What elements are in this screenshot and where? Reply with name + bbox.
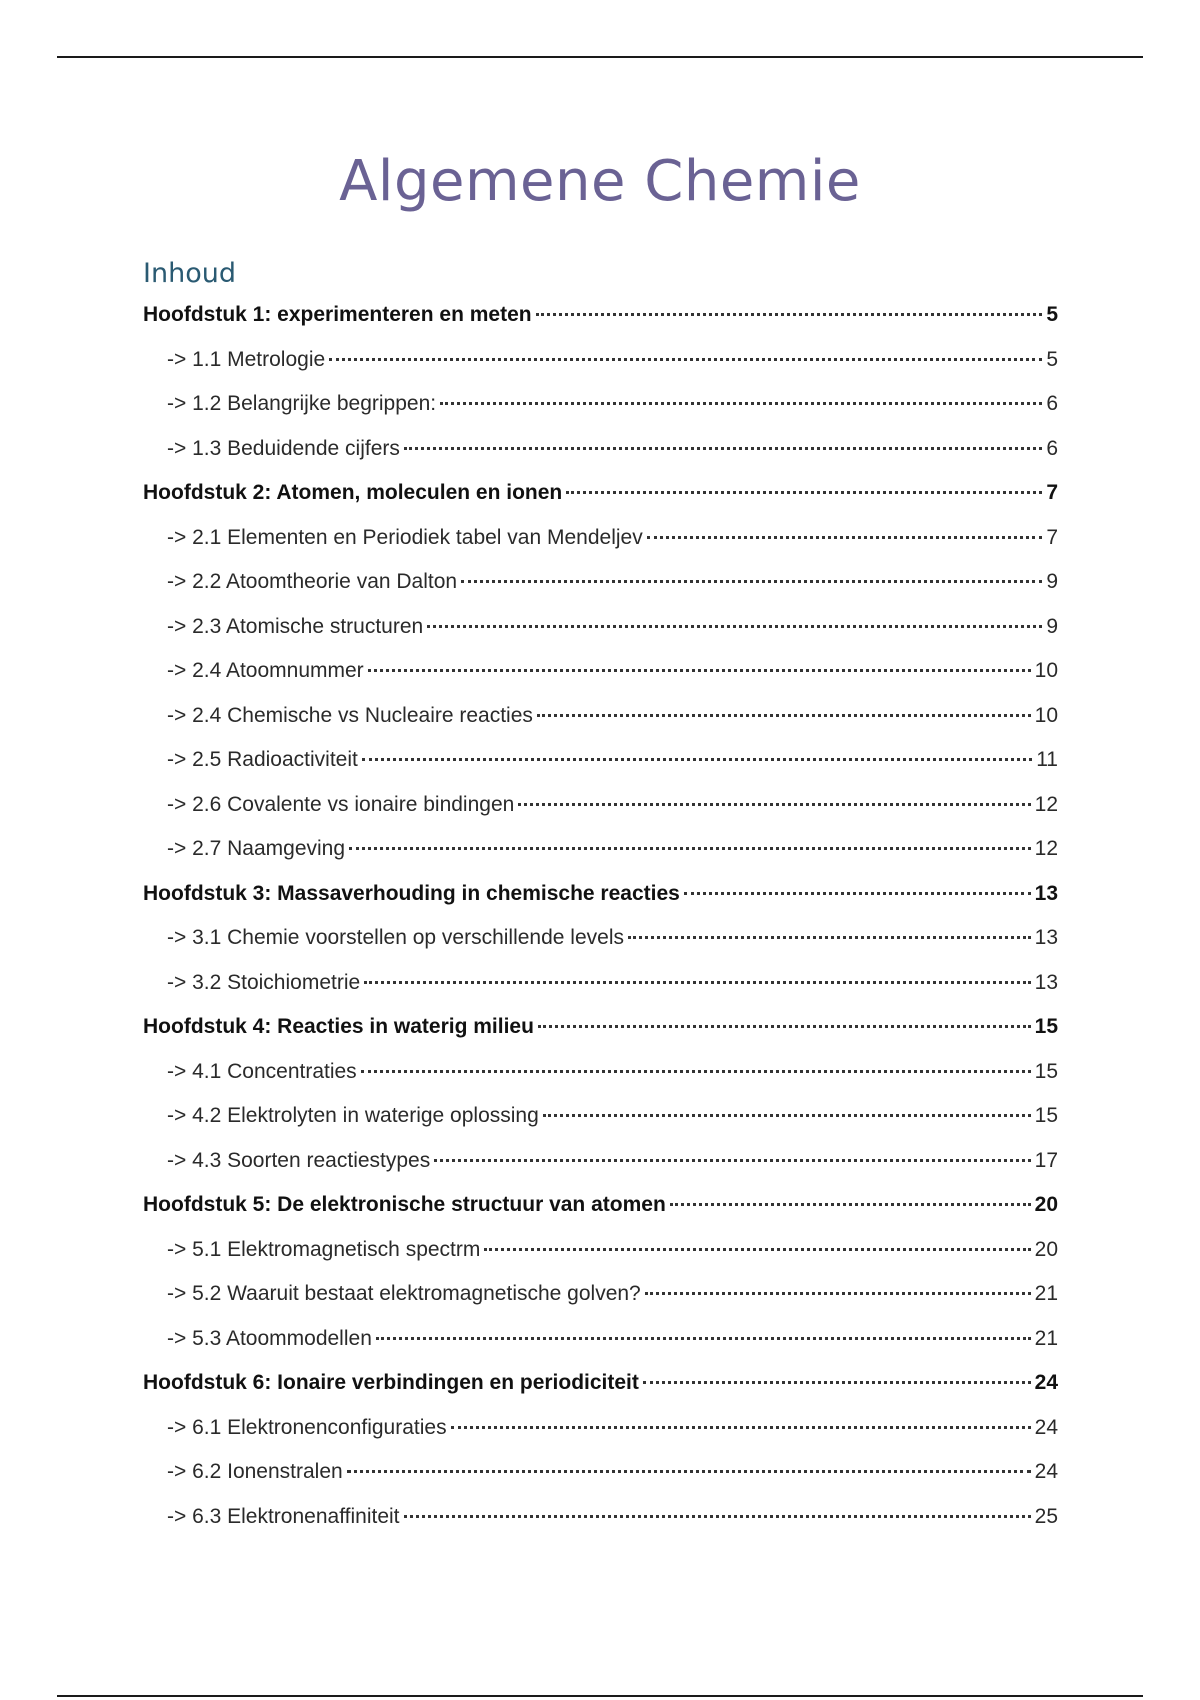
toc-section-entry[interactable]	[143, 1279, 1058, 1309]
toc-entry-page-number: 21	[1034, 1327, 1058, 1350]
toc-entry-label: -> 5.3 Atoommodellen	[167, 1327, 372, 1350]
toc-section-entry[interactable]	[143, 1324, 1058, 1354]
toc-entry-label: -> 2.6 Covalente vs ionaire bindingen	[167, 793, 515, 816]
toc-chapter-entry[interactable]	[143, 1012, 1058, 1042]
toc-entry-label: Hoofdstuk 2: Atomen, moleculen en ionen	[143, 481, 563, 504]
toc-entry-label: -> 2.7 Naamgeving	[167, 837, 346, 860]
toc-entry-page-number: 20	[1034, 1193, 1058, 1216]
toc-dot-leader	[647, 536, 1043, 539]
toc-entry-page-number: 12	[1034, 793, 1058, 816]
toc-entry-label: -> 1.3 Beduidende cijfers	[167, 437, 400, 460]
toc-section-entry[interactable]	[143, 434, 1058, 464]
toc-entry-page-number: 13	[1034, 926, 1058, 949]
toc-dot-leader	[329, 358, 1042, 361]
toc-dot-leader	[361, 1070, 1031, 1073]
toc-dot-leader	[451, 1426, 1031, 1429]
toc-dot-leader	[404, 1515, 1031, 1518]
toc-entry-label: -> 2.2 Atoomtheorie van Dalton	[167, 570, 458, 593]
toc-dot-leader	[347, 1470, 1031, 1473]
toc-entry-label: Hoofdstuk 6: Ionaire verbindingen en periodiciteit	[143, 1371, 639, 1394]
toc-entry-label: -> 5.1 Elektromagnetisch spectrm	[167, 1238, 481, 1261]
toc-dot-leader	[484, 1248, 1030, 1251]
toc-entry-label: -> 2.5 Radioactiviteit	[167, 748, 358, 771]
toc-entry-label: -> 2.3 Atomische structuren	[167, 615, 424, 638]
toc-entry-page-number: 17	[1034, 1149, 1058, 1172]
toc-entry-page-number: 15	[1034, 1060, 1058, 1083]
toc-section-entry[interactable]	[143, 1146, 1058, 1176]
toc-chapter-entry[interactable]	[143, 1190, 1058, 1220]
toc-entry-label: -> 2.4 Atoomnummer	[167, 659, 364, 682]
toc-entry-page-number: 10	[1034, 704, 1058, 727]
toc-entry-page-number: 9	[1046, 570, 1058, 593]
toc-entry-page-number: 6	[1046, 392, 1058, 415]
toc-section-entry[interactable]	[143, 1057, 1058, 1087]
toc-entry-page-number: 24	[1034, 1460, 1058, 1483]
toc-entry-page-number: 20	[1034, 1238, 1058, 1261]
toc-entry-label: -> 2.4 Chemische vs Nucleaire reacties	[167, 704, 533, 727]
toc-entry-label: -> 4.3 Soorten reactiestypes	[167, 1149, 431, 1172]
toc-entry-label: -> 1.2 Belangrijke begrippen:	[167, 392, 437, 415]
toc-dot-leader	[349, 847, 1031, 850]
toc-dot-leader	[427, 625, 1042, 628]
toc-entry-page-number: 7	[1046, 526, 1058, 549]
toc-section-entry[interactable]	[143, 1101, 1058, 1131]
toc-section-entry[interactable]	[143, 1457, 1058, 1487]
toc-section-entry[interactable]	[143, 1502, 1058, 1532]
toc-entry-page-number: 5	[1046, 348, 1058, 371]
toc-dot-leader	[643, 1381, 1031, 1384]
toc-section-entry[interactable]	[143, 1235, 1058, 1265]
toc-dot-leader	[628, 936, 1031, 939]
toc-entry-page-number: 10	[1034, 659, 1058, 682]
toc-entry-label: -> 4.2 Elektrolyten in waterige oplossing	[167, 1104, 539, 1127]
toc-dot-leader	[376, 1337, 1031, 1340]
toc-dot-leader	[645, 1292, 1031, 1295]
toc-dot-leader	[536, 313, 1043, 316]
toc-section-entry[interactable]	[143, 923, 1058, 953]
toc-section-entry[interactable]	[143, 1413, 1058, 1443]
toc-entry-label: Hoofdstuk 1: experimenteren en meten	[143, 303, 532, 326]
toc-chapter-entry[interactable]	[143, 879, 1058, 909]
toc-entry-page-number: 6	[1046, 437, 1058, 460]
toc-entry-page-number: 12	[1034, 837, 1058, 860]
toc-section-entry[interactable]	[143, 612, 1058, 642]
toc-dot-leader	[404, 447, 1042, 450]
toc-dot-leader	[543, 1114, 1031, 1117]
toc-entry-label: -> 6.3 Elektronenaffiniteit	[167, 1505, 400, 1528]
toc-dot-leader	[440, 402, 1042, 405]
toc-entry-page-number: 21	[1034, 1282, 1058, 1305]
toc-section-entry[interactable]	[143, 701, 1058, 731]
toc-section-entry[interactable]	[143, 790, 1058, 820]
toc-entry-label: Hoofdstuk 3: Massaverhouding in chemische reacties	[143, 882, 680, 905]
toc-dot-leader	[364, 981, 1030, 984]
toc-section-entry[interactable]	[143, 656, 1058, 686]
toc-section-entry[interactable]	[143, 567, 1058, 597]
toc-section-entry[interactable]	[143, 345, 1058, 375]
toc-entry-page-number: 25	[1034, 1505, 1058, 1528]
toc-entry-page-number: 5	[1046, 303, 1058, 326]
toc-entry-page-number: 24	[1034, 1371, 1058, 1394]
toc-chapter-entry[interactable]	[143, 1368, 1058, 1398]
header-rule	[57, 56, 1143, 58]
toc-section-entry[interactable]	[143, 389, 1058, 419]
footer-rule	[57, 1695, 1143, 1697]
toc-dot-leader	[518, 803, 1030, 806]
toc-dot-leader	[538, 1025, 1031, 1028]
toc-entry-label: -> 4.1 Concentraties	[167, 1060, 357, 1083]
toc-dot-leader	[362, 758, 1032, 761]
toc-entry-page-number: 15	[1034, 1015, 1058, 1038]
toc-dot-leader	[670, 1203, 1031, 1206]
toc-entry-label: -> 5.2 Waaruit bestaat elektromagnetische golven?	[167, 1282, 641, 1305]
toc-entry-label: -> 1.1 Metrologie	[167, 348, 326, 371]
toc-entry-page-number: 15	[1034, 1104, 1058, 1127]
toc-entry-page-number: 11	[1036, 748, 1058, 771]
toc-section-entry[interactable]	[143, 523, 1058, 553]
toc-entry-page-number: 13	[1034, 971, 1058, 994]
toc-entry-label: -> 6.2 Ionenstralen	[167, 1460, 343, 1483]
toc-dot-leader	[537, 714, 1031, 717]
toc-entry-page-number: 13	[1034, 882, 1058, 905]
toc-chapter-entry[interactable]	[143, 478, 1058, 508]
toc-section-entry[interactable]	[143, 968, 1058, 998]
toc-entry-label: -> 6.1 Elektronenconfiguraties	[167, 1416, 447, 1439]
toc-dot-leader	[434, 1159, 1030, 1162]
document-title: Algemene Chemie	[339, 149, 861, 214]
toc-chapter-entry[interactable]	[143, 300, 1058, 330]
toc-entry-label: -> 3.2 Stoichiometrie	[167, 971, 361, 994]
toc-entry-label: -> 2.1 Elementen en Periodiek tabel van Mendeljev	[167, 526, 643, 549]
toc-section-entry[interactable]	[143, 745, 1058, 775]
toc-dot-leader	[368, 669, 1031, 672]
toc-entry-label: -> 3.1 Chemie voorstellen op verschillende levels	[167, 926, 624, 949]
toc-entry-label: Hoofdstuk 5: De elektronische structuur van atomen	[143, 1193, 666, 1216]
toc-entry-page-number: 9	[1046, 615, 1058, 638]
toc-entry-page-number: 7	[1046, 481, 1058, 504]
toc-dot-leader	[566, 491, 1042, 494]
toc-entry-label: Hoofdstuk 4: Reacties in waterig milieu	[143, 1015, 534, 1038]
toc-section-entry[interactable]	[143, 834, 1058, 864]
toc-entry-page-number: 24	[1034, 1416, 1058, 1439]
toc-heading: Inhoud	[143, 258, 236, 289]
toc-dot-leader	[684, 892, 1031, 895]
toc-dot-leader	[461, 580, 1042, 583]
